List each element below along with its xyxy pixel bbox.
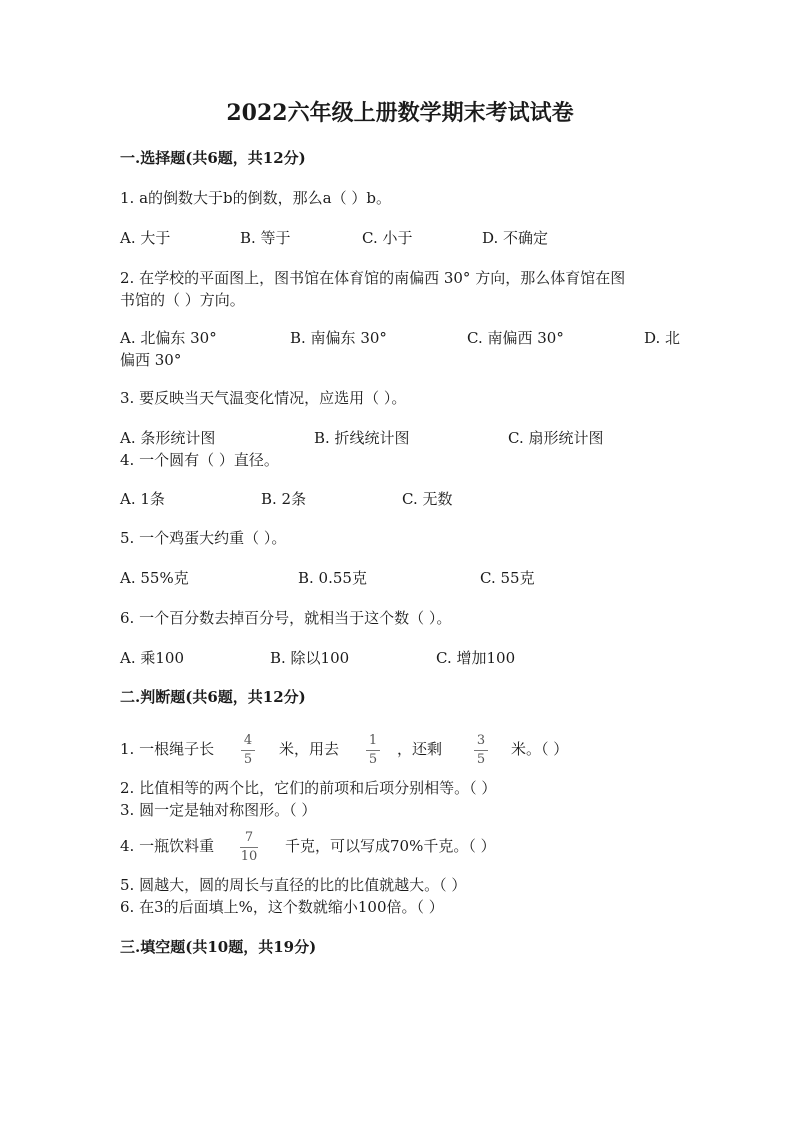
fraction-denominator: 5 — [476, 752, 486, 767]
fraction-bar — [241, 750, 255, 751]
option: B. 0.55克 — [298, 569, 367, 587]
question-stem: 6. 一个百分数去掉百分号，就相当于这个数（ ）。 — [120, 609, 452, 627]
option: D. 不确定 — [482, 229, 549, 247]
option: C. 小于 — [362, 229, 413, 247]
question-stem-cont: 书馆的（ ）方向。 — [120, 291, 245, 309]
option: C. 增加100 — [436, 649, 516, 667]
question-stem: 3. 圆一定是轴对称图形。（ ） — [120, 801, 317, 819]
question-stem: 4. 一个圆有（ ）直径。 — [120, 451, 279, 469]
question-stem: 5. 圆越大，圆的周长与直径的比的比值就越大。（ ） — [120, 876, 467, 894]
fraction-bar — [240, 847, 258, 848]
option: B. 折线统计图 — [314, 429, 410, 447]
option: C. 南偏西 30° — [467, 329, 564, 347]
fraction — [240, 831, 258, 864]
option: A. 1条 — [120, 490, 165, 508]
fraction-numerator: 1 — [368, 733, 378, 748]
question-text: ，还剩 — [397, 740, 443, 758]
question-stem: 2. 在学校的平面图上，图书馆在体育馆的南偏西 30° 方向，那么体育馆在图 — [120, 269, 626, 287]
question-text: 千克，可以写成70%千克。（ ） — [285, 837, 496, 855]
option: A. 乘100 — [120, 649, 184, 667]
option: A. 条形统计图 — [120, 429, 216, 447]
option: B. 南偏东 30° — [290, 329, 387, 347]
fraction-numerator: 4 — [243, 733, 253, 748]
option: B. 除以100 — [270, 649, 350, 667]
section-heading-fill: 三.填空题(共10题，共19分) — [120, 938, 317, 956]
option: A. 55%克 — [120, 569, 189, 587]
fraction — [366, 734, 380, 767]
question-stem: 6. 在3的后面填上%，这个数就缩小100倍。（ ） — [120, 898, 444, 916]
fraction-bar — [366, 750, 380, 751]
option-wrap: 偏西 30° — [120, 351, 182, 369]
fraction — [474, 734, 488, 767]
fraction — [241, 734, 255, 767]
option: B. 等于 — [240, 229, 291, 247]
option: D. 北 — [644, 329, 681, 347]
section-heading-choice: 一.选择题(共6题，共12分) — [120, 149, 306, 167]
question-stem: 4. 一瓶饮料重 — [120, 837, 215, 855]
option: C. 扇形统计图 — [508, 429, 604, 447]
question-stem: 3. 要反映当天气温变化情况，应选用（ ）。 — [120, 389, 407, 407]
fraction-denominator: 5 — [368, 752, 378, 767]
section-heading-judge: 二.判断题(共6题，共12分) — [120, 688, 306, 706]
fraction-numerator: 3 — [476, 733, 486, 748]
option: C. 55克 — [480, 569, 535, 587]
question-stem: 1. 一根绳子长 — [120, 740, 215, 758]
question-text: 米。（ ） — [511, 740, 569, 758]
fraction-denominator: 5 — [243, 752, 253, 767]
question-text: 米，用去 — [279, 740, 340, 758]
question-stem: 5. 一个鸡蛋大约重（ ）。 — [120, 529, 287, 547]
question-stem: 2. 比值相等的两个比，它们的前项和后项分别相等。（ ） — [120, 779, 497, 797]
option: C. 无数 — [402, 490, 453, 508]
fraction-numerator: 7 — [244, 830, 254, 845]
fraction-bar — [474, 750, 488, 751]
exam-title: 2022六年级上册数学期末考试试卷 — [226, 100, 574, 126]
option: B. 2条 — [261, 490, 307, 508]
option: A. 大于 — [120, 229, 171, 247]
question-stem: 1. a的倒数大于b的倒数，那么a（ ）b。 — [120, 189, 391, 207]
option: A. 北偏东 30° — [120, 329, 217, 347]
fraction-denominator: 10 — [240, 849, 258, 864]
